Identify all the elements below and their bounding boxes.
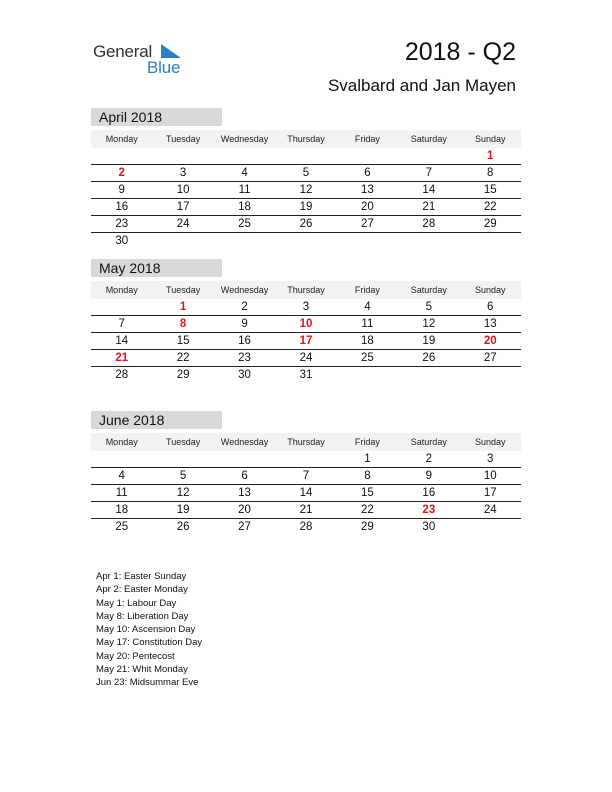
day-cell: 29 — [176, 369, 190, 381]
day-cell: 4 — [364, 301, 371, 313]
logo-triangle-icon — [159, 44, 181, 58]
weekday-label: Thursday — [287, 437, 325, 447]
week-row — [91, 519, 521, 535]
month-title: June 2018 — [91, 411, 222, 429]
day-cell: 6 — [364, 167, 371, 179]
day-cell: 26 — [176, 521, 190, 533]
day-cell: 18 — [115, 504, 129, 516]
day-cell: 3 — [302, 301, 310, 313]
day-cell: 13 — [238, 487, 251, 499]
day-cell: 22 — [483, 201, 497, 213]
holiday-entry: Apr 1: Easter Sunday — [96, 571, 187, 582]
day-cell: 3 — [487, 453, 494, 465]
weekday-label: Wednesday — [220, 285, 269, 295]
day-cell: 27 — [238, 521, 251, 533]
day-cell: 27 — [361, 218, 374, 230]
week-row — [91, 299, 521, 316]
day-cell: 22 — [176, 352, 190, 364]
holiday-entry: May 21: Whit Monday — [96, 664, 188, 676]
region-subtitle: Svalbard and Jan Mayen — [327, 76, 516, 95]
day-cell: 30 — [422, 521, 436, 533]
day-cell: 19 — [299, 201, 313, 213]
day-cell: 11 — [115, 487, 128, 499]
week-row — [91, 451, 521, 468]
day-cell: 15 — [483, 184, 497, 196]
day-cell: 25 — [361, 352, 374, 364]
day-cell: 28 — [299, 521, 313, 533]
day-cell: 21 — [299, 504, 313, 516]
weekday-label: Sunday — [474, 437, 506, 447]
week-row — [91, 216, 521, 233]
day-cell: 24 — [176, 218, 190, 230]
day-cell — [214, 233, 275, 249]
weekday-header-row — [91, 130, 521, 148]
day-cell: 14 — [422, 184, 436, 196]
day-cell: 6 — [241, 470, 248, 482]
month-title: May 2018 — [91, 259, 222, 277]
day-cell — [337, 148, 398, 164]
day-cell: 31 — [299, 369, 313, 381]
weekday-label: Wednesday — [220, 134, 269, 144]
day-cell: 9 — [241, 318, 248, 330]
weekday-label: Monday — [105, 437, 138, 447]
day-cell: 12 — [299, 184, 313, 196]
weekday-label: Thursday — [287, 134, 325, 144]
weekday-label: Friday — [354, 134, 380, 144]
day-cell: 28 — [115, 369, 129, 381]
day-cell: 16 — [422, 487, 436, 499]
day-cell: 26 — [422, 352, 436, 364]
day-cell — [460, 233, 521, 249]
weekday-label: Saturday — [410, 437, 447, 447]
day-cell: 15 — [361, 487, 374, 499]
day-cell — [275, 451, 336, 467]
day-cell: 23 — [115, 218, 129, 230]
weekday-label: Friday — [354, 437, 380, 447]
weekday-label: Tuesday — [166, 285, 201, 295]
day-cell — [152, 451, 213, 467]
holiday-list — [96, 570, 202, 690]
month-april — [91, 108, 521, 249]
day-cell: 13 — [361, 184, 374, 196]
day-cell: 27 — [483, 352, 497, 364]
day-cell: 8 — [364, 470, 371, 482]
day-cell: 1 — [364, 453, 371, 465]
day-cell — [337, 233, 398, 249]
day-cell: 18 — [238, 201, 251, 213]
day-cell: 7 — [425, 167, 433, 179]
holiday-entry: May 1: Labour Day — [96, 597, 177, 609]
day-cell: 12 — [422, 318, 436, 330]
week-row — [91, 199, 521, 216]
month-may — [91, 259, 521, 383]
day-cell: 20 — [361, 201, 374, 213]
day-cell: 7 — [118, 318, 125, 330]
weekday-label: Sunday — [474, 285, 506, 295]
day-cell: 15 — [176, 335, 190, 347]
day-cell — [398, 367, 459, 383]
holiday-entry: May 10: Ascension Day — [96, 624, 196, 636]
holiday-day-cell: 1 — [487, 150, 494, 162]
week-row — [91, 165, 521, 182]
week-row — [91, 502, 521, 519]
day-cell: 10 — [483, 470, 497, 482]
holiday-entry: May 20: Pentecost — [96, 650, 175, 662]
week-row — [91, 233, 521, 249]
day-cell — [91, 148, 152, 164]
day-cell: 23 — [238, 352, 251, 364]
day-cell: 21 — [422, 201, 436, 213]
day-cell — [460, 367, 521, 383]
week-row — [91, 468, 521, 485]
weekday-label: Thursday — [287, 285, 325, 295]
day-cell: 8 — [487, 167, 494, 179]
day-cell: 10 — [176, 184, 190, 196]
month-june — [91, 411, 521, 535]
day-cell: 2 — [241, 301, 248, 313]
day-cell — [214, 451, 275, 467]
week-row — [91, 333, 521, 350]
day-cell: 29 — [361, 521, 374, 533]
day-cell — [91, 299, 152, 315]
holiday-day-cell: 20 — [483, 335, 497, 347]
day-cell: 11 — [361, 318, 374, 330]
weekday-label: Sunday — [474, 134, 506, 144]
day-cell: 13 — [483, 318, 497, 330]
day-cell: 30 — [115, 235, 129, 247]
day-cell — [275, 148, 336, 164]
week-row — [91, 485, 521, 502]
day-cell — [91, 451, 152, 467]
day-cell: 7 — [302, 470, 310, 482]
day-cell: 30 — [238, 369, 251, 381]
day-cell: 9 — [425, 470, 433, 482]
week-row — [91, 182, 521, 199]
holiday-entry: Jun 23: Midsummar Eve — [96, 677, 199, 689]
weekday-label: Friday — [354, 285, 380, 295]
day-cell — [152, 148, 213, 164]
day-cell: 22 — [361, 504, 374, 516]
logo-word-general: General — [93, 42, 153, 61]
day-cell: 11 — [238, 184, 251, 196]
week-row — [91, 367, 521, 383]
weekday-label: Monday — [105, 285, 138, 295]
holiday-day-cell: 21 — [115, 352, 129, 364]
day-cell: 25 — [238, 218, 251, 230]
day-cell: 12 — [176, 487, 190, 499]
page-title: 2018 - Q2 — [404, 38, 516, 66]
day-cell: 18 — [361, 335, 374, 347]
day-cell: 9 — [118, 184, 125, 196]
day-cell: 26 — [299, 218, 313, 230]
day-cell: 17 — [483, 487, 497, 499]
holiday-day-cell: 10 — [299, 318, 313, 330]
logo-word-blue: Blue — [147, 58, 181, 77]
holiday-day-cell: 8 — [179, 318, 187, 330]
day-cell — [152, 233, 213, 249]
weekday-label: Wednesday — [220, 437, 269, 447]
weekday-label: Saturday — [410, 285, 447, 295]
week-row — [91, 316, 521, 333]
holiday-day-cell: 23 — [422, 504, 436, 516]
day-cell: 14 — [115, 335, 129, 347]
day-cell: 20 — [238, 504, 251, 516]
day-cell: 17 — [176, 201, 190, 213]
weekday-header-row — [91, 281, 521, 299]
weekday-label: Monday — [105, 134, 138, 144]
day-cell — [460, 519, 521, 535]
day-cell: 29 — [483, 218, 497, 230]
day-cell: 5 — [179, 470, 187, 482]
holiday-entry: May 17: Constitution Day — [96, 637, 203, 649]
day-cell: 5 — [302, 167, 310, 179]
weekday-label: Saturday — [410, 134, 447, 144]
holiday-day-cell: 1 — [179, 301, 187, 313]
weekday-label: Tuesday — [166, 437, 201, 447]
holiday-entry: May 8: Liberation Day — [96, 610, 189, 622]
day-cell: 16 — [238, 335, 251, 347]
day-cell — [337, 367, 398, 383]
holiday-day-cell: 2 — [118, 167, 125, 179]
day-cell: 28 — [422, 218, 436, 230]
day-cell: 25 — [115, 521, 129, 533]
day-cell: 6 — [487, 301, 494, 313]
day-cell: 4 — [241, 167, 248, 179]
day-cell: 19 — [176, 504, 190, 516]
day-cell: 4 — [118, 470, 125, 482]
day-cell — [398, 233, 459, 249]
day-cell: 3 — [179, 167, 187, 179]
week-row — [91, 350, 521, 367]
day-cell: 14 — [299, 487, 313, 499]
day-cell: 24 — [483, 504, 497, 516]
holiday-day-cell: 17 — [299, 335, 313, 347]
day-cell: 24 — [299, 352, 313, 364]
day-cell: 16 — [115, 201, 129, 213]
day-cell: 19 — [422, 335, 436, 347]
week-row — [91, 148, 521, 165]
weekday-header-row — [91, 433, 521, 451]
day-cell — [398, 148, 459, 164]
day-cell — [275, 233, 336, 249]
month-title: April 2018 — [91, 108, 222, 126]
generalblue-logo — [93, 40, 193, 80]
day-cell: 5 — [425, 301, 433, 313]
day-cell — [214, 148, 275, 164]
holiday-entry: Apr 2: Easter Monday — [96, 584, 188, 596]
weekday-label: Tuesday — [166, 134, 201, 144]
day-cell: 2 — [425, 453, 433, 465]
